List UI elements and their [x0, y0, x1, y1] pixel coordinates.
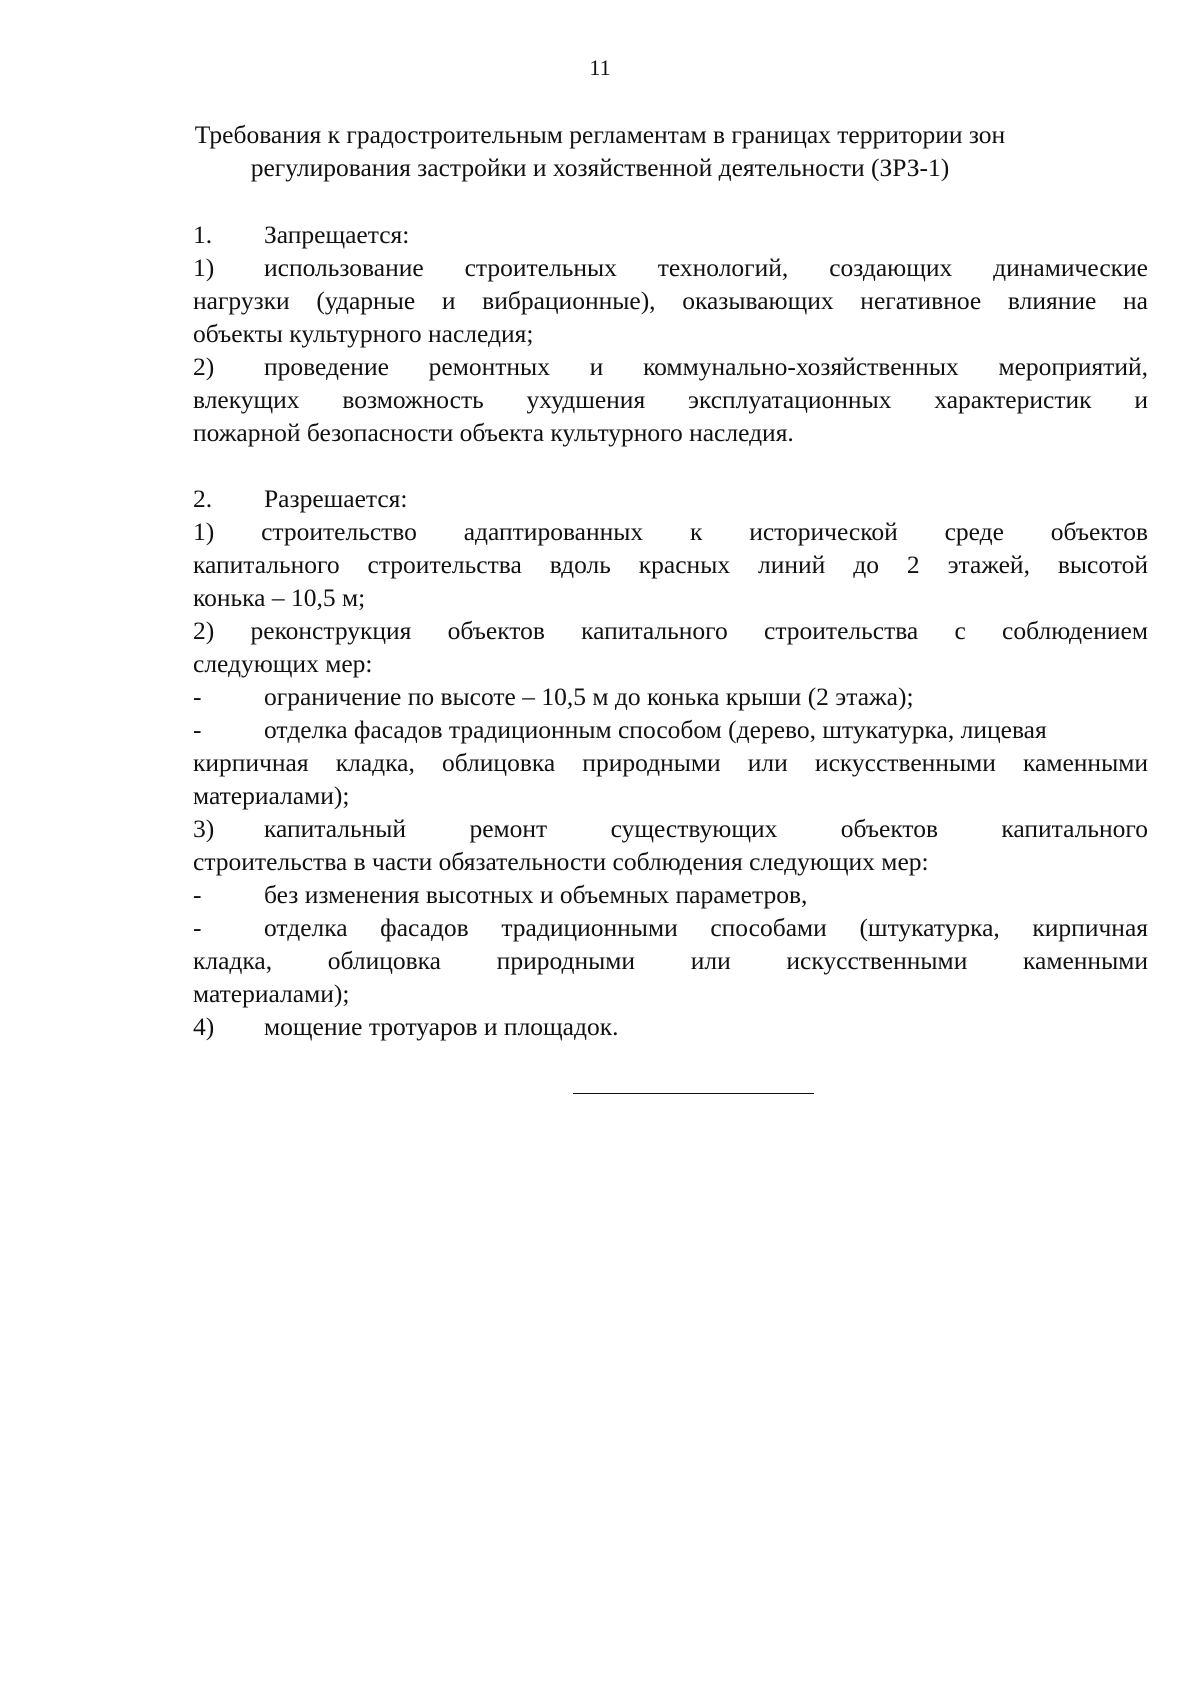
dash-text-continuation: материалами); [193, 781, 350, 810]
section-heading: Запрещается: [264, 220, 410, 249]
item-text-continuation: конька – 10,5 м; [193, 583, 366, 612]
section-heading: Разрешается: [264, 484, 408, 513]
dash-item [193, 911, 1148, 944]
item-text-continuation: влекущих возможность ухудшения эксплуатационных характеристик и [193, 385, 1148, 414]
document-title [150, 118, 1050, 184]
dash-text: отделка фасадов традиционными способами (штукатурка, кирпичная [264, 913, 1148, 942]
item-text: мощение тротуаров и площадок. [264, 1012, 619, 1041]
dash-text: ограничение по высоте – 10,5 м до конька крыши (2 этажа); [264, 682, 914, 711]
item-text: проведение ремонтных и коммунально-хозяйственных мероприятий, [264, 352, 1148, 381]
page-number: 11 [589, 55, 611, 80]
item-text: 2) реконструкция объектов капитального строительства с соблюдением [193, 616, 1148, 645]
list-item [193, 812, 1148, 845]
item-number: 1) [193, 253, 215, 282]
section-number: 2. [193, 484, 213, 513]
dash-marker: - [193, 682, 202, 711]
dash-text-continuation: кладка, облицовка природными или искусственными каменными [193, 946, 1148, 975]
dash-marker: - [193, 715, 202, 744]
paragraph-gap [193, 449, 1148, 482]
item-number: 2) [193, 352, 215, 381]
title-line-2: регулирования застройки и хозяйственной деятельности (ЗРЗ-1) [250, 153, 950, 182]
list-item [193, 350, 1148, 383]
dash-item [193, 878, 1148, 911]
dash-text: без изменения высотных и объемных параметров, [264, 880, 808, 909]
list-item [193, 251, 1148, 284]
item-text-continuation: нагрузки (ударные и вибрационные), оказывающих негативное влияние на [193, 286, 1148, 315]
dash-text-continuation: материалами); [193, 979, 350, 1008]
dash-text-continuation: кирпичная кладка, облицовка природными или искусственными каменными [193, 748, 1148, 777]
item-text-continuation: пожарной безопасности объекта культурного наследия. [193, 418, 794, 447]
dash-item [193, 713, 1148, 746]
dash-marker: - [193, 913, 202, 942]
dash-text: отделка фасадов традиционным способом (дерево, штукатурка, лицевая [264, 715, 1047, 744]
section-2-heading [193, 482, 1148, 515]
section-number: 1. [193, 220, 213, 249]
title-line-1: Требования к градостроительным регламентам в границах территории зон [194, 120, 1006, 149]
document-body [193, 218, 1148, 1043]
item-text: 1) строительство адаптированных к исторической среде объектов [193, 517, 1148, 546]
list-item [193, 1010, 1148, 1043]
item-text-continuation: капитального строительства вдоль красных линий до 2 этажей, высотой [193, 550, 1148, 579]
item-text: использование строительных технологий, создающих динамические [264, 253, 1148, 282]
item-text-continuation: строительства в части обязательности соблюдения следующих мер: [193, 847, 929, 876]
section-1-heading [193, 218, 1148, 251]
end-separator-line [573, 1093, 814, 1094]
item-text-continuation: следующих мер: [193, 649, 373, 678]
dash-marker: - [193, 880, 202, 909]
item-number: 3) [193, 814, 215, 843]
dash-item [193, 680, 1148, 713]
item-text-continuation: объекты культурного наследия; [193, 319, 534, 348]
item-number: 4) [193, 1012, 215, 1041]
item-text: капитальный ремонт существующих объектов капитального [264, 814, 1148, 843]
